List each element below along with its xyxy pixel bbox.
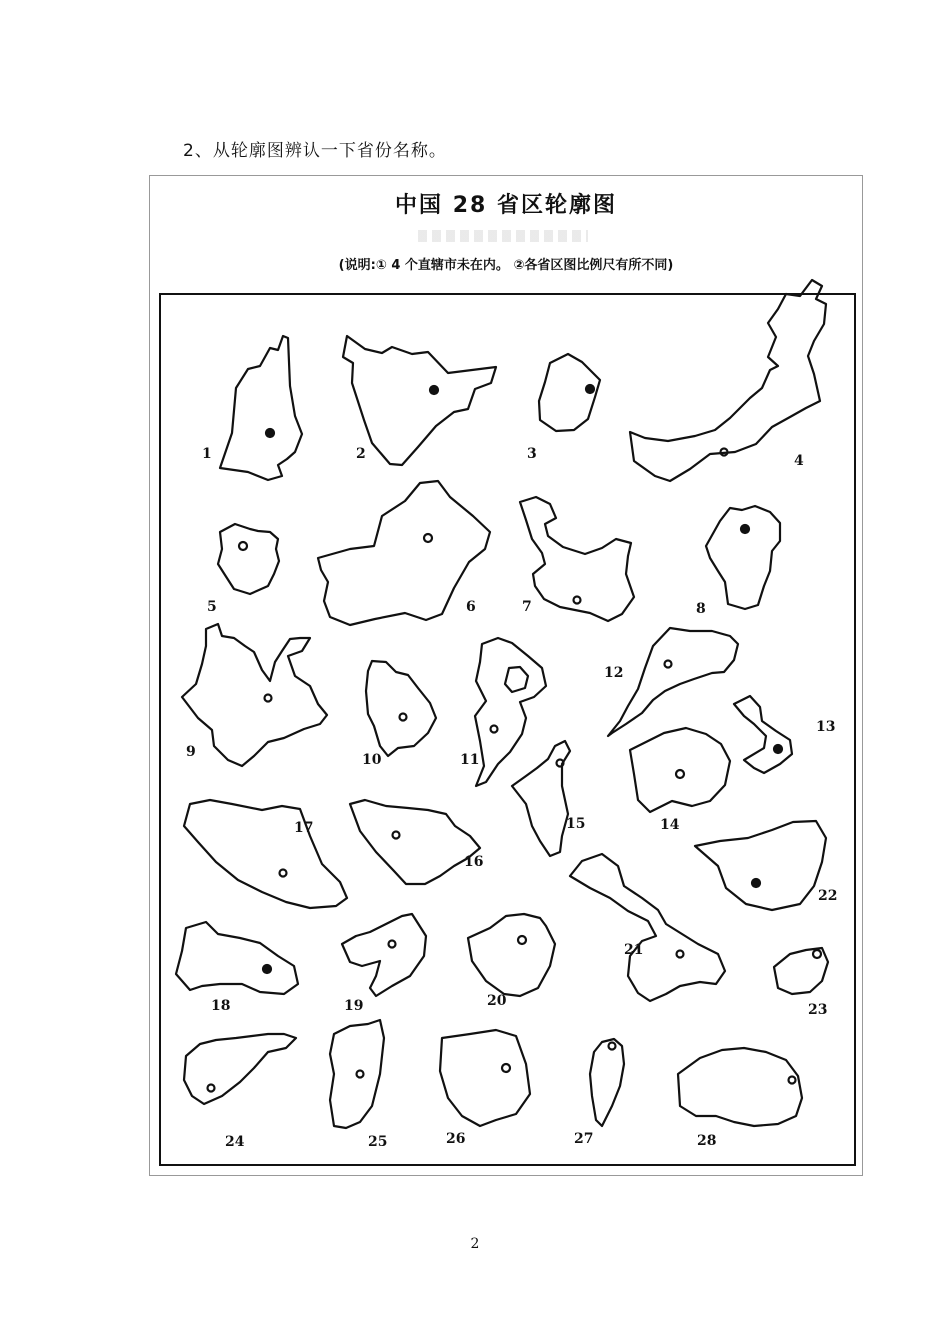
province-number-label: 3: [527, 446, 537, 462]
province-number-label: 18: [211, 998, 231, 1014]
province-number-label: 4: [794, 453, 804, 469]
outline-10: [366, 661, 436, 756]
outline-24: [184, 1034, 296, 1104]
province-number-label: 13: [816, 719, 836, 735]
capital-dot-1: [266, 429, 274, 437]
capital-dot-19: [389, 941, 396, 948]
province-number-label: 5: [207, 599, 217, 615]
outline-16: [350, 800, 480, 884]
province-number-label: 7: [522, 599, 532, 615]
outline-27: [590, 1039, 624, 1126]
outline-drawing: [150, 176, 862, 1175]
capital-dot-20: [518, 936, 526, 944]
capital-dot-3: [586, 385, 594, 393]
province-number-label: 26: [446, 1131, 466, 1147]
outline-22: [695, 821, 826, 910]
capital-dot-9: [265, 695, 272, 702]
capital-dot-8: [741, 525, 749, 533]
outline-5: [218, 524, 279, 594]
outline-20: [468, 914, 555, 996]
question-text: 2、从轮廓图辨认一下省份名称。: [183, 141, 447, 161]
capital-dot-12: [665, 661, 672, 668]
province-number-label: 14: [660, 817, 680, 833]
province-number-label: 6: [466, 599, 476, 615]
province-number-label: 17: [294, 820, 314, 836]
outline-6: [318, 481, 490, 625]
outline-18: [176, 922, 298, 994]
capital-dot-24: [208, 1085, 215, 1092]
outline-19: [342, 914, 426, 996]
capital-dot-14: [676, 770, 684, 778]
outline-2: [343, 336, 496, 465]
outline-9: [182, 624, 327, 766]
capital-dot-27: [609, 1043, 616, 1050]
province-number-label: 19: [344, 998, 364, 1014]
province-number-label: 1: [202, 446, 212, 462]
province-number-label: 10: [362, 752, 382, 768]
capital-dot-26: [502, 1064, 510, 1072]
province-number-label: 11: [460, 752, 480, 768]
capital-dot-22: [752, 879, 760, 887]
capital-dot-7: [574, 597, 581, 604]
province-number-label: 23: [808, 1002, 828, 1018]
outline-8: [706, 506, 780, 609]
province-number-label: 22: [818, 888, 838, 904]
outline-15: [512, 741, 570, 856]
province-number-label: 8: [696, 601, 706, 617]
province-number-label: 20: [487, 993, 507, 1009]
capital-dot-17: [280, 870, 287, 877]
outline-1: [220, 336, 302, 480]
capital-dot-6: [424, 534, 432, 542]
capital-dot-13: [774, 745, 782, 753]
province-number-label: 9: [186, 744, 196, 760]
outline-12: [608, 628, 738, 736]
province-number-label: 27: [574, 1131, 594, 1147]
capital-dot-21: [677, 951, 684, 958]
capital-dot-28: [789, 1077, 796, 1084]
figure-note: (说明:① 4 个直辖市未在内。 ②各省区图比例尺有所不同): [338, 258, 674, 273]
capital-dot-2: [430, 386, 438, 394]
outline-13: [734, 696, 792, 773]
capital-dot-16: [393, 832, 400, 839]
capital-dot-5: [239, 542, 247, 550]
capital-dot-15: [557, 760, 564, 767]
figure-title: 中国 28 省区轮廓图: [395, 193, 617, 218]
province-number-label: 2: [356, 446, 366, 462]
province-number-label: 28: [697, 1133, 717, 1149]
province-number-label: 25: [368, 1134, 388, 1150]
capital-dot-18: [263, 965, 271, 973]
province-number-label: 16: [464, 854, 484, 870]
province-outline-figure: [149, 175, 863, 1176]
province-number-label: 21: [624, 942, 644, 958]
capital-dot-25: [357, 1071, 364, 1078]
outline-21: [570, 854, 725, 1001]
province-number-label: 24: [225, 1134, 245, 1150]
capital-dot-11: [491, 726, 498, 733]
province-number-label: 15: [566, 816, 586, 832]
capital-dot-10: [400, 714, 407, 721]
page-number: 2: [470, 1236, 480, 1252]
province-number-label: 12: [604, 665, 624, 681]
outline-17: [184, 800, 347, 908]
capital-dot-23: [813, 950, 821, 958]
outline-26: [440, 1030, 530, 1126]
outline-28: [678, 1048, 802, 1126]
outline-11: [475, 638, 546, 786]
